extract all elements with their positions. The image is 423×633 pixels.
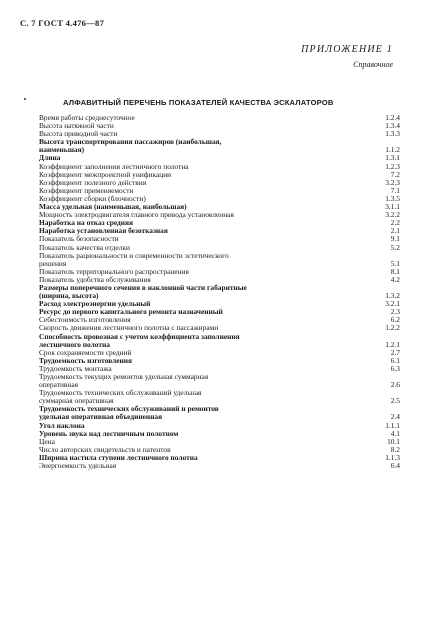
- section-number: 2.6: [390, 380, 400, 390]
- index-row: [39, 252, 400, 268]
- indicator-name: [39, 333, 385, 349]
- section-number: 3.2.3: [385, 177, 400, 187]
- indicator-name-line: Коэффициент межпроектной унификации: [39, 169, 172, 179]
- indicator-name: [39, 430, 386, 438]
- section-number: 1.2.1: [385, 339, 400, 349]
- section-number: 6.4: [390, 461, 400, 471]
- indicator-name-line: Цена: [39, 436, 55, 446]
- indicator-name-line: Трудоемкость изготовления: [39, 355, 133, 365]
- section-number: 7.2: [390, 169, 400, 179]
- index-row: [39, 373, 400, 389]
- appendix-subtitle: Справочное: [353, 60, 393, 69]
- indicator-name-line: Длина: [39, 153, 61, 163]
- section-number: 7.1: [390, 185, 400, 195]
- indicator-name-line: Время работы среднесуточное: [39, 113, 135, 122]
- index-row: [39, 430, 400, 438]
- indicator-name-line: Трудоемкость технических обслуживаний и ремонтов: [39, 404, 219, 414]
- indicator-name: [39, 138, 385, 154]
- indicator-name-line: Уровень звука над лестничным полотном: [39, 428, 179, 438]
- section-number: 2.3: [390, 307, 400, 317]
- index-list: [39, 114, 400, 470]
- section-number: 1.3.5: [385, 193, 400, 203]
- indicator-name-line: Трудоемкость текущих ремонтов удельная суммарная: [39, 372, 209, 381]
- section-number: 5.1: [390, 258, 400, 268]
- section-number: 9.1: [390, 234, 400, 244]
- indicator-name-line: лестничного полотна: [39, 339, 110, 349]
- indicator-name-line: Расход электроэнергии удельный: [39, 299, 151, 309]
- indicator-name-line: наименьшая): [39, 145, 85, 155]
- indicator-name-line: Скорость движения лестничного полотна с пассажирами: [39, 323, 219, 333]
- indicator-name-line: удельная оперативная объединенная: [39, 412, 163, 422]
- indicator-name-line: Высота транспортирования пассажиров (наибольшая,: [39, 137, 222, 147]
- bullet-dot: [24, 98, 26, 100]
- indicator-name-line: Коэффициент полезного действия: [39, 177, 147, 187]
- section-number: 8.2: [390, 444, 400, 454]
- indicator-name: [39, 373, 386, 389]
- index-row: [39, 333, 400, 349]
- section-number: 2.4: [390, 412, 400, 422]
- section-number: 1.2.4: [385, 113, 400, 122]
- indicator-name-line: Показатель рациональности и современности эстетического: [39, 250, 229, 260]
- indicator-name-line: Ширина настила ступени лестничного полотна: [39, 452, 198, 462]
- section-number: 1.3.4: [385, 121, 400, 131]
- indicator-name: [39, 405, 386, 421]
- section-number: 1.3.3: [385, 129, 400, 139]
- section-number: 5.2: [390, 242, 400, 252]
- indicator-name-line: Трудоемкость монтажа: [39, 363, 112, 373]
- indicator-name-line: Угол наклона: [39, 420, 85, 430]
- indicator-name: [39, 252, 386, 268]
- section-number: 2.5: [390, 396, 400, 406]
- section-number: 4.2: [390, 274, 400, 284]
- section-number: 2.1: [390, 226, 400, 236]
- indicator-name-line: Высота приводной части: [39, 129, 118, 139]
- indicator-name-line: Размеры поперечного сечения в наклонной части габаритные: [39, 282, 247, 292]
- section-number: 1.1.1: [385, 420, 400, 430]
- indicator-name-line: Энергоемкость удельная: [39, 461, 117, 471]
- indicator-name-line: Показатель безопасности: [39, 234, 119, 244]
- indicator-name: [39, 284, 385, 300]
- section-number: 1.1.2: [385, 145, 400, 155]
- index-row: [39, 138, 400, 154]
- section-number: 1.2.3: [385, 161, 400, 171]
- section-number: 1.1.3: [385, 452, 400, 462]
- indicator-name-line: Показатель территориального распространения: [39, 266, 189, 276]
- indicator-name-line: Масса удельная (наименьшая, наибольшая): [39, 202, 187, 212]
- index-row: [39, 462, 400, 470]
- index-row: [39, 405, 400, 421]
- section-number: 2.2: [390, 218, 400, 228]
- index-row: [39, 284, 400, 300]
- section-number: 1.3.2: [385, 291, 400, 301]
- section-number: 3.1.1: [385, 202, 400, 212]
- indicator-name-line: решения: [39, 258, 67, 268]
- indicator-name-line: Высота натяжной части: [39, 121, 114, 131]
- indicator-name-line: Способность провозная с учетом коэффициента заполнения: [39, 331, 240, 341]
- section-number: 10.1: [387, 436, 400, 446]
- section-number: 6.1: [390, 355, 400, 365]
- section-number: 4.1: [390, 428, 400, 438]
- section-number: 6.2: [390, 315, 400, 325]
- section-number: 3.2.2: [385, 210, 400, 220]
- section-number: 6.3: [390, 363, 400, 373]
- indicator-name-line: Коэффициент заполнения лестничного полотна: [39, 161, 189, 171]
- indicator-name: [39, 462, 386, 470]
- indicator-name-line: Коэффициент применяемости: [39, 185, 134, 195]
- indicator-name-line: Показатель удобства обслуживания: [39, 274, 151, 284]
- indicator-name-line: Себестоимость изготовления: [39, 315, 131, 325]
- page-header: С. 7 ГОСТ 4.476—87: [20, 18, 105, 28]
- index-row: [39, 389, 400, 405]
- list-title: АЛФАВИТНЫЙ ПЕРЕЧЕНЬ ПОКАЗАТЕЛЕЙ КАЧЕСТВА ЭСКАЛАТОРОВ: [63, 98, 334, 107]
- indicator-name: [39, 389, 386, 405]
- indicator-name-line: Наработка на отказ средняя: [39, 218, 134, 228]
- section-number: 8.1: [390, 266, 400, 276]
- indicator-name-line: (ширина, высота): [39, 291, 99, 301]
- section-number: 2.7: [390, 347, 400, 357]
- indicator-name-line: Показатель качества отделки: [39, 242, 130, 252]
- indicator-name-line: Срок сохраняемости средний: [39, 347, 132, 357]
- indicator-name-line: Коэффициент сборки (блочности): [39, 193, 146, 203]
- appendix-block: [301, 44, 393, 69]
- section-number: 3.2.1: [385, 299, 400, 309]
- indicator-name-line: Число авторских свидетельств и патентов: [39, 444, 171, 454]
- indicator-name-line: Мощность электродвигателя главного привода установленная: [39, 210, 234, 220]
- section-number: 1.3.1: [385, 153, 400, 163]
- indicator-name-line: суммарная оперативная: [39, 396, 114, 406]
- indicator-name-line: Трудоемкость технических обслуживаний удельная: [39, 388, 202, 398]
- indicator-name-line: Наработка установленная безотказная: [39, 226, 168, 236]
- indicator-name-line: Ресурс до первого капитального ремонта назначенный: [39, 307, 223, 317]
- section-number: 1.2.2: [385, 323, 400, 333]
- appendix-title: ПРИЛОЖЕНИЕ 1: [301, 44, 393, 55]
- indicator-name-line: оперативная: [39, 380, 79, 390]
